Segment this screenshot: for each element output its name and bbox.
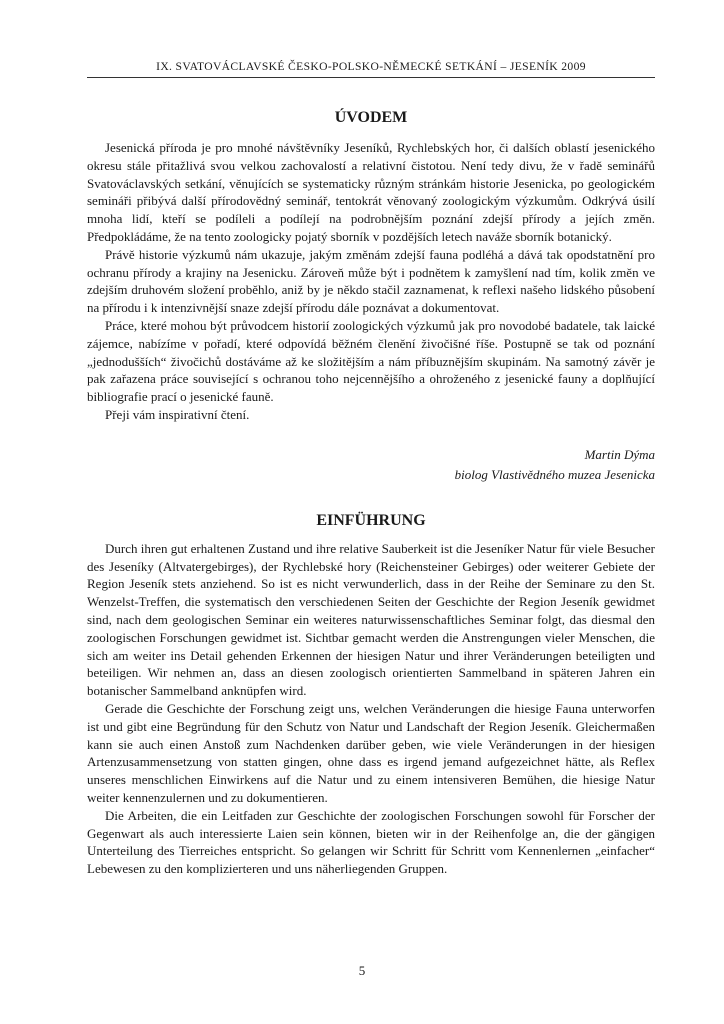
paragraph: Gerade die Geschichte der Forschung zeigt uns, welchen Veränderungen die hiesige Fauna unterworfen ist und gibt eine Begründung für den Schutz von Natur und Landschaft der Region Jeseník. Gleichermaßen kann sie auch einen Anstoß zum Nachdenken darüber geben, wie viele Veränderungen in der hiesigen Artenzusammensetzung von statten gingen, ohne dass es irgend jemand aufgezeichnet hätte, als Reflex unseres menschlichen Einwirkens auf die Natur und zu einem intensiveren Bemühen, die hiesige Natur weiter kennenzulernen und zu dokumentieren. [87, 700, 655, 805]
signature-role: biolog Vlastivědného muzea Jesenicka [454, 466, 655, 482]
section-title-uvodem: ÚVODEM [334, 109, 408, 126]
page-content [87, 60, 655, 878]
signature-name: Martin Dýma [584, 446, 655, 462]
section-uvodem [87, 109, 655, 485]
paragraph: Práce, které mohou být průvodcem historií zoologických výzkumů jak pro novodobé badatele, tak laické zájemce, nabízíme v pořadí, které odpovídá běžném členění živočišné říše. Postupně se tak od poznání „jednodušších“ živočichů dostáváme až ke složitějším a nám příbuznějším skupinám. Na samotný závěr je pak zařazena práce související s ochranou toho nejcennějšího a ohroženého z jesenické fauny a doplňující bibliografie prací o jesenické fauně. [87, 317, 655, 405]
running-header: IX. SVATOVÁCLAVSKÉ ČESKO-POLSKO-NĚMECKÉ SETKÁNÍ – JESENÍK 2009 [87, 60, 655, 78]
paragraph: Die Arbeiten, die ein Leitfaden zur Geschichte der zoologischen Forschungen sowohl für Forscher der Gegenwart als auch interessierte Laien sein können, bieten wir in der Reihenfolge an, die der gängigen Unterteilung des Tierreiches entspricht. So gelangen wir Schritt für Schritt vom Kennenlernen „einfacher“ Lebewesen zu den komplizierteren und uns näherliegenden Gruppen. [87, 807, 655, 877]
paragraph: Durch ihren gut erhaltenen Zustand und ihre relative Sauberkeit ist die Jeseníker Natur für viele Besucher des Jeseníky (Altvatergebirges), der Rychlebské hory (Reichensteiner Gebirges) oder weiterer Gebiete der Region Jeseník stets anziehend. So ist es nicht verwunderlich, dass in der Reihe der Seminare zu den St. Wenzelst-Treffen, die systematisch den verschiedenen Seiten der Geschichte der Region Jeseník gewidmet sind, nach dem geologischen Seminar ein weiteres naturwissenschaftliches Seminar folgt, das diesmal den zoologischen Forschungen gewidmet ist. Sichtbar gemacht werden die Anstrengungen vieler Menschen, die sich am weiter ins Detail gehenden Erkennen der hiesigen Natur und ihrer Veränderungen beteiligten und beteiligen. Wir nehmen an, dass an diesen zoologisch orientierten Sammelband in späteren Jahren ein botanischer Sammelband anknüpfen wird. [87, 540, 655, 699]
signature [87, 445, 655, 485]
page-number: 5 [358, 963, 366, 978]
paragraph: Jesenická příroda je pro mnohé návštěvníky Jeseníků, Rychlebských hor, či dalších oblastí jesenického okresu stále přitažlivá svou velkou zachovalostí a relativní čistotou. Není tedy divu, že v řadě seminářů Svatováclavských setkání, věnujících se systematicky různým stránkám historie Jesenicka, po geologickém semináři přibývá další přírodovědný seminář, tentokrát věnovaný zoologickým výzkumům. Odkrývá úsilí mnoha lidí, kteří se podíleli a podílejí na podrobnějším poznání zdejší přírody a jejích změn. Předpokládáme, že na tento zoologicky pojatý sborník v pozdějších letech naváže sborník botanický. [87, 140, 655, 244]
paragraph: Právě historie výzkumů nám ukazuje, jakým změnám zdejší fauna podléhá a dává tak opodstatnění pro ochranu přírody a krajiny na Jesenicku. Zároveň může být i podnětem k zamyšlení nad tím, kolik změn ve zdejším druhovém složení proběhlo, aniž by je někdo stačil zaznamenat, k reflexi našeho lidského působení na přírodu i k intenzivnější snaze zdejší přírodu dále poznávat a dokumentovat. [87, 246, 655, 316]
section-title-einfuehrung: EINFÜHRUNG [316, 511, 426, 529]
section-einfuehrung [87, 512, 655, 878]
paragraph: Přeji vám inspirativní čtení. [105, 406, 250, 422]
